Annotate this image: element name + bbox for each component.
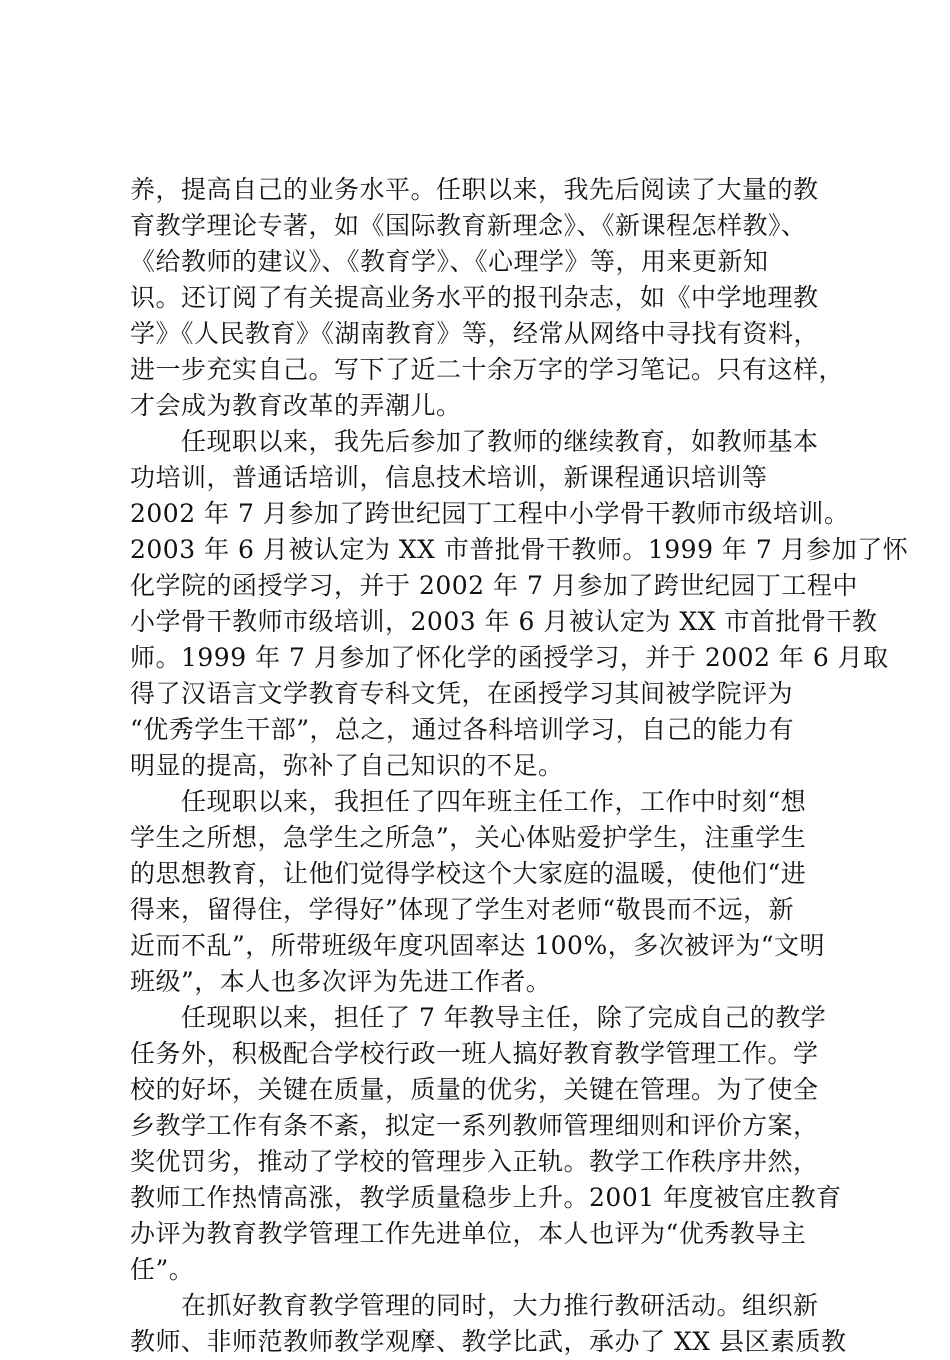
text-line: 校的好坏，关键在质量，质量的优劣，关键在管理。为了使全 [130, 1075, 819, 1104]
text-line: 才会成为教育改革的弄潮儿。 [130, 391, 462, 420]
text-line: 在抓好教育教学管理的同时，大力推行教研活动。组织新 [130, 1291, 819, 1320]
body-text [130, 172, 909, 1360]
text-line: 教师工作热情高涨，教学质量稳步上升。2001 年度被官庄教育 [130, 1183, 842, 1212]
text-line: 2003 年 6 月被认定为 XX 市普批骨干教师。1999 年 7 月参加了怀 [130, 535, 909, 564]
text-line: 得了汉语言文学教育专科文凭，在函授学习其间被学院评为 [130, 679, 794, 708]
text-line: 化学院的函授学习，并于 2002 年 7 月参加了跨世纪园丁工程中 [130, 571, 858, 600]
text-line: 教师、非师范教师教学观摩、教学比武，承办了 XX 县区素质教 [130, 1327, 847, 1356]
text-line: 学生之所想，急学生之所急”，关心体贴爱护学生，注重学生 [130, 823, 807, 852]
text-line: 任”。 [130, 1255, 195, 1284]
text-line: 近而不乱”，所带班级年度巩固率达 100%，多次被评为“文明 [130, 931, 825, 960]
text-line: 识。还订阅了有关提高业务水平的报刊杂志，如《中学地理教 [130, 283, 819, 312]
text-line: 学》《人民教育》《湖南教育》等，经常从网络中寻找有资料， [130, 319, 820, 348]
text-line: 任现职以来，我担任了四年班主任工作，工作中时刻“想 [130, 787, 807, 816]
text-line: 《给教师的建议》、《教育学》、《心理学》等，用来更新知 [130, 247, 769, 276]
text-line: 进一步充实自己。写下了近二十余万字的学习笔记。只有这样， [130, 355, 845, 384]
text-line: 任现职以来，我先后参加了教师的继续教育，如教师基本 [130, 427, 819, 456]
text-line: “优秀学生干部”，总之，通过各科培训学习，自己的能力有 [130, 715, 795, 744]
text-line: 小学骨干教师市级培训，2003 年 6 月被认定为 XX 市首批骨干教 [130, 607, 878, 636]
text-line: 班级”，本人也多次评为先进工作者。 [130, 967, 552, 996]
text-line: 任现职以来，担任了 7 年教导主任，除了完成自己的教学 [130, 1003, 827, 1032]
text-line: 的思想教育，让他们觉得学校这个大家庭的温暖，使他们“进 [130, 859, 807, 888]
text-line: 2002 年 7 月参加了跨世纪园丁工程中小学骨干教师市级培训。 [130, 499, 850, 528]
text-line: 得来，留得住，学得好”体现了学生对老师“敬畏而不远，新 [130, 895, 795, 924]
text-line: 奖优罚劣，推动了学校的管理步入正轨。教学工作秩序井然， [130, 1147, 819, 1176]
text-line: 明显的提高，弥补了自己知识的不足。 [130, 751, 564, 780]
text-line: 任务外，积极配合学校行政一班人搞好教育教学管理工作。学 [130, 1039, 819, 1068]
text-line: 育教学理论专著，如《国际教育新理念》、《新课程怎样教》、 [130, 211, 807, 240]
text-line: 功培训，普通话培训，信息技术培训，新课程通识培训等 [130, 463, 768, 492]
text-line: 乡教学工作有条不紊，拟定一系列教师管理细则和评价方案， [130, 1111, 819, 1140]
text-line: 养，提高自己的业务水平。任职以来，我先后阅读了大量的教 [130, 175, 819, 204]
text-line: 师。1999 年 7 月参加了怀化学的函授学习，并于 2002 年 6 月取 [130, 643, 889, 672]
text-line: 办评为教育教学管理工作先进单位，本人也评为“优秀教导主 [130, 1219, 807, 1248]
